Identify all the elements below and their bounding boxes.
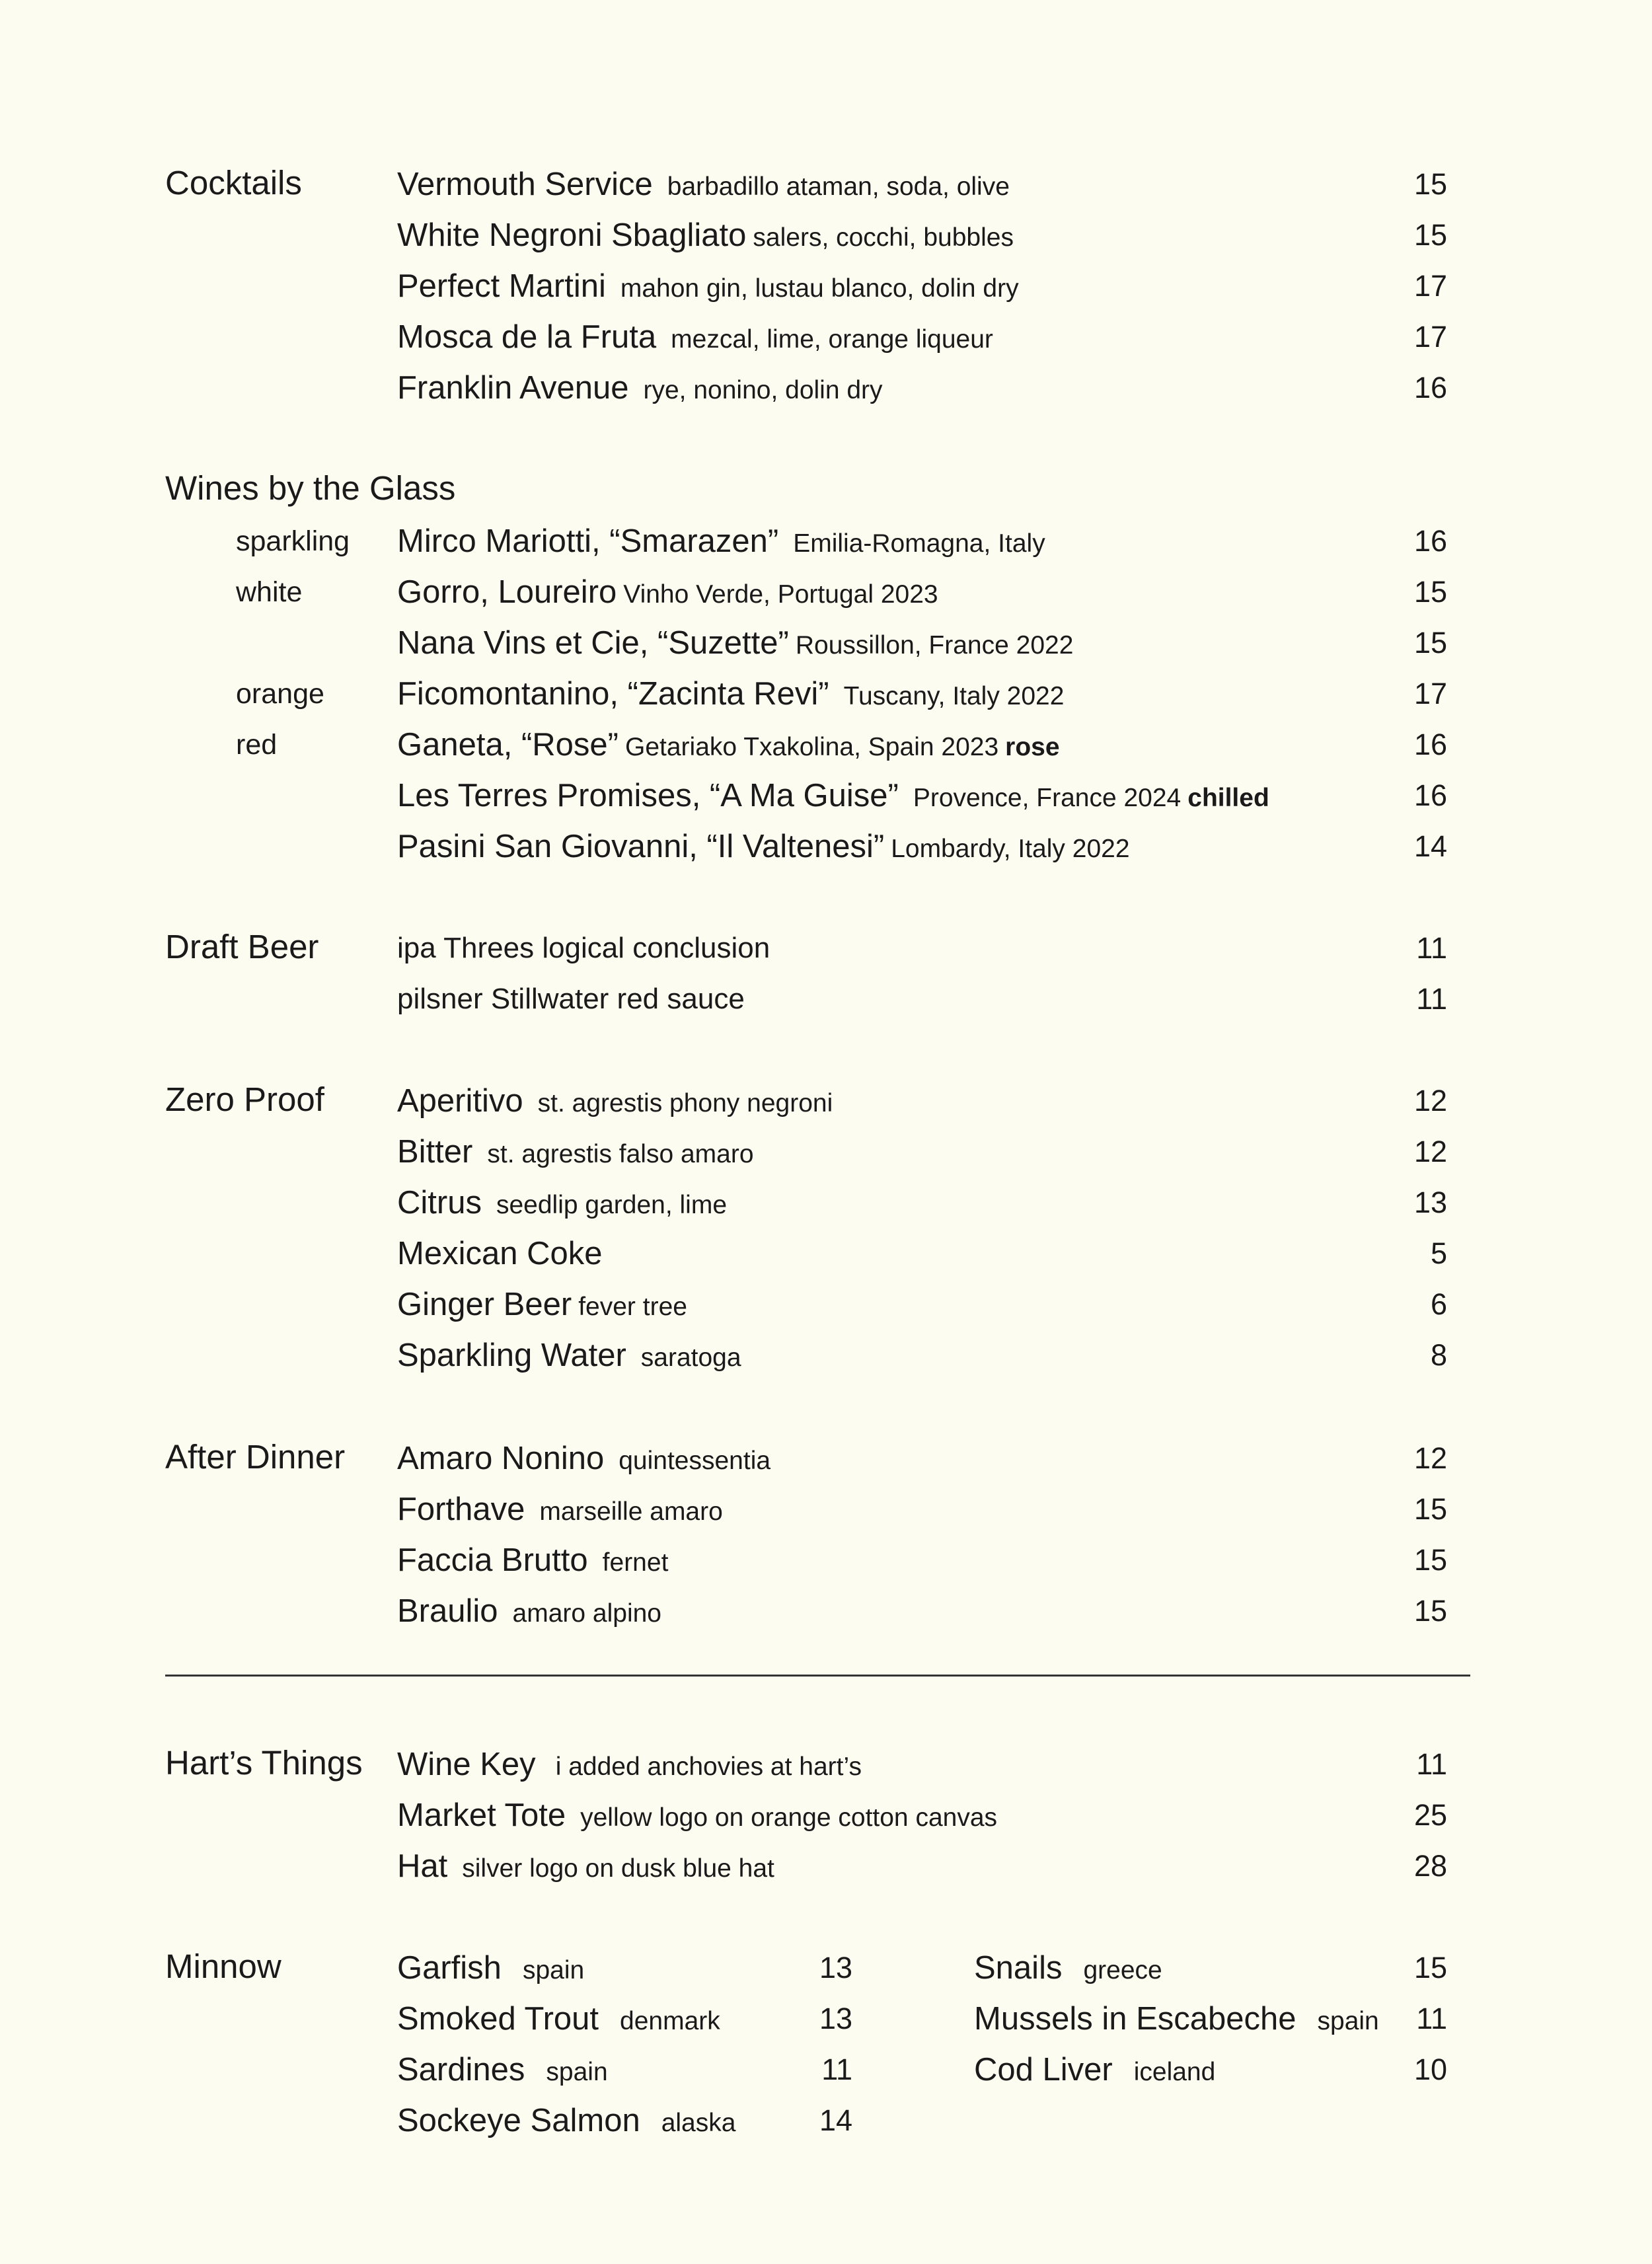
item-price: 15 [1413, 1951, 1447, 1984]
item-price: 15 [1413, 575, 1447, 609]
item-price: 12 [1413, 1441, 1447, 1475]
item-name: Sardines [397, 2052, 525, 2088]
item-desc: Tuscany, Italy 2022 [843, 682, 1065, 710]
item-desc: Getariako Txakolina, Spain 2023 [625, 733, 999, 761]
item-name: White Negroni Sbagliato [397, 217, 747, 253]
item-name: Ganeta, “Rose” [397, 727, 619, 763]
wine-category-label: white [236, 576, 303, 608]
item-desc: mezcal, lime, orange liqueur [671, 325, 993, 354]
item-desc: seedlip garden, lime [496, 1191, 728, 1219]
item-desc: spain [522, 1956, 585, 1984]
item-price: 12 [1413, 1135, 1447, 1168]
item-desc: Provence, France 2024 [913, 784, 1182, 812]
wine-category-label: sparkling [236, 525, 350, 557]
section-title-after-dinner: After Dinner [165, 1438, 346, 1476]
item-desc: salers, cocchi, bubbles [753, 223, 1014, 252]
item-desc: spain [546, 2058, 608, 2086]
item-desc: yellow logo on orange cotton canvas [580, 1803, 998, 1832]
item-name: Mussels in Escabeche [974, 2001, 1296, 2037]
tin-item [397, 1999, 720, 2039]
item-name: Sparkling Water [397, 1338, 626, 1373]
item-name: Mosca de la Fruta [397, 319, 657, 355]
item-name: Mexican Coke [397, 1236, 603, 1271]
item-name: Forthave [397, 1491, 525, 1527]
item-price: 16 [1413, 524, 1447, 558]
item-price: 15 [1413, 1594, 1447, 1628]
item-desc: i added anchovies at hart’s [555, 1753, 862, 1781]
item-desc: quintessentia [619, 1447, 771, 1475]
item-desc: barbadillo ataman, soda, olive [667, 172, 1010, 201]
item-name: pilsner Stillwater red sauce [397, 983, 745, 1015]
item-price: 12 [1413, 1084, 1447, 1117]
item-desc: Roussillon, France 2022 [795, 631, 1074, 660]
item-price: 16 [1413, 371, 1447, 404]
item-desc: mahon gin, lustau blanco, dolin dry [620, 274, 1019, 303]
item-price: 15 [1413, 218, 1447, 252]
item-name: Citrus [397, 1185, 482, 1221]
item-name: Braulio [397, 1593, 498, 1629]
item-name: Bitter [397, 1134, 473, 1170]
item-price: 28 [1413, 1849, 1447, 1883]
item-name: Perfect Martini [397, 268, 606, 304]
tin-item [397, 1948, 584, 1988]
item-price: 11 [821, 2053, 852, 2086]
wine-category-label: red [236, 729, 278, 761]
item-desc: silver logo on dusk blue hat [462, 1854, 774, 1883]
item-price: 16 [1413, 778, 1447, 812]
item-desc: greece [1083, 1956, 1162, 1984]
item-name: Aperitivo [397, 1083, 523, 1119]
menu-item [397, 1234, 602, 1273]
item-name: Pasini San Giovanni, “Il Valtenesi” [397, 829, 885, 864]
item-badge: rose [1005, 733, 1060, 761]
item-desc: marseille amaro [539, 1497, 723, 1526]
item-desc: denmark [620, 2007, 720, 2035]
item-desc: spain [1317, 2007, 1379, 2035]
item-desc: alaska [661, 2109, 736, 2137]
menu-item [397, 1183, 727, 1223]
item-name: ipa Threes logical conclusion [397, 932, 770, 964]
item-price: 11 [1416, 2002, 1447, 2035]
menu-item [397, 1285, 687, 1324]
item-name: Ficomontanino, “Zacinta Revi” [397, 676, 829, 712]
item-name: Nana Vins et Cie, “Suzette” [397, 625, 789, 661]
menu-item [397, 1591, 661, 1631]
item-name: Wine Key [397, 1747, 536, 1782]
item-name: Sockeye Salmon [397, 2103, 640, 2138]
item-badge: chilled [1187, 784, 1269, 812]
item-price: 10 [1413, 2053, 1447, 2086]
item-price: 8 [1430, 1338, 1447, 1372]
item-price: 16 [1413, 728, 1447, 761]
item-price: 5 [1430, 1236, 1447, 1270]
item-desc: fever tree [578, 1293, 687, 1321]
item-name: Les Terres Promises, “A Ma Guise” [397, 778, 899, 813]
item-name: Mirco Mariotti, “Smarazen” [397, 523, 779, 559]
item-desc: saratoga [640, 1343, 741, 1372]
item-price: 13 [819, 1951, 852, 1984]
item-name: Market Tote [397, 1797, 566, 1833]
item-price: 14 [1413, 829, 1447, 863]
item-price: 14 [819, 2103, 852, 2137]
item-name: Cod Liver [974, 2052, 1113, 2088]
tin-item [397, 2050, 608, 2090]
item-name: Franklin Avenue [397, 370, 629, 406]
item-price: 13 [1413, 1186, 1447, 1219]
item-name: Amaro Nonino [397, 1441, 605, 1476]
item-price: 17 [1413, 320, 1447, 354]
section-divider [165, 1675, 1470, 1677]
item-price: 11 [1416, 1747, 1447, 1781]
tin-item [397, 2101, 735, 2140]
item-price: 17 [1413, 677, 1447, 710]
item-price: 25 [1413, 1798, 1447, 1832]
item-name: Vermouth Service [397, 167, 653, 202]
item-price: 15 [1413, 626, 1447, 660]
item-price: 13 [819, 2002, 852, 2035]
section-title-harts-things: Hart’s Things [165, 1744, 363, 1782]
item-name: Gorro, Loureiro [397, 574, 617, 610]
item-desc: Lombardy, Italy 2022 [891, 835, 1130, 863]
item-desc: fernet [602, 1548, 669, 1577]
wine-category-label: orange [236, 678, 324, 710]
item-desc: rye, nonino, dolin dry [643, 376, 883, 404]
item-desc: st. agrestis phony negroni [537, 1089, 833, 1117]
item-price: 15 [1413, 1492, 1447, 1526]
item-name: Snails [974, 1950, 1063, 1986]
section-title-cocktails: Cocktails [165, 164, 302, 202]
item-desc: Emilia-Romagna, Italy [793, 529, 1045, 558]
item-desc: amaro alpino [512, 1599, 661, 1628]
item-name: Hat [397, 1848, 448, 1884]
item-desc: iceland [1133, 2058, 1216, 2086]
item-name: Smoked Trout [397, 2001, 599, 2037]
item-price: 15 [1413, 1543, 1447, 1577]
item-desc: Vinho Verde, Portugal 2023 [623, 580, 938, 609]
section-title-zero-proof: Zero Proof [165, 1080, 324, 1118]
section-title-wines: Wines by the Glass [165, 469, 456, 507]
item-name: Faccia Brutto [397, 1542, 588, 1578]
item-price: 6 [1430, 1287, 1447, 1321]
item-name: Garfish [397, 1950, 502, 1986]
item-price: 17 [1413, 269, 1447, 303]
item-name: Ginger Beer [397, 1287, 572, 1322]
menu-item [397, 1490, 723, 1529]
item-price: 11 [1416, 931, 1447, 965]
item-desc: st. agrestis falso amaro [487, 1140, 754, 1168]
section-title-draft-beer: Draft Beer [165, 928, 319, 965]
item-price: 11 [1416, 982, 1447, 1016]
section-title-minnow: Minnow [165, 1947, 282, 1985]
menu-item [397, 1540, 668, 1580]
item-price: 15 [1413, 167, 1447, 201]
